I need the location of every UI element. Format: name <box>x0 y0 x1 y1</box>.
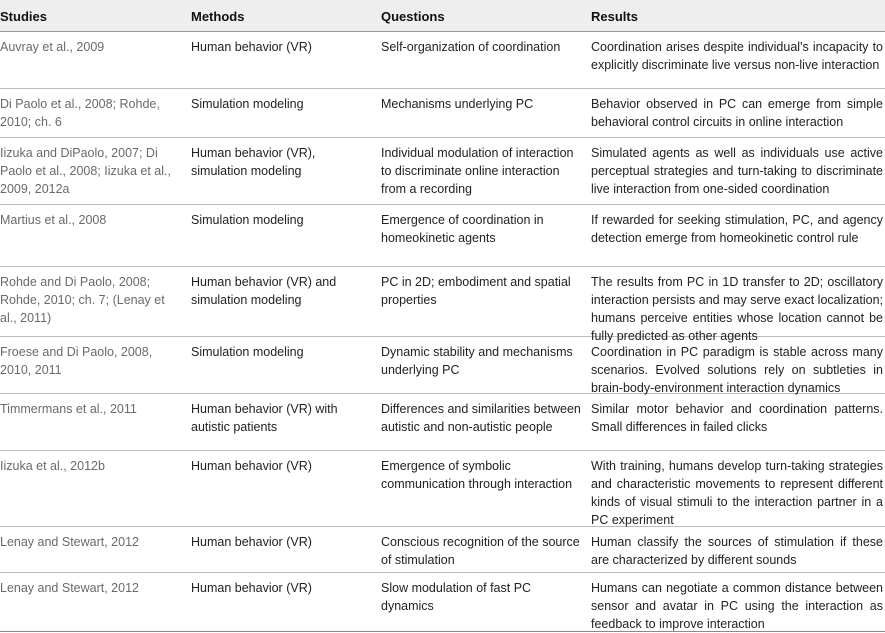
studies-cell: Rohde and Di Paolo, 2008; Rohde, 2010; ch. 7; (Lenay et al., 2011) <box>0 275 165 325</box>
table-row <box>0 267 885 343</box>
methods-cell: Human behavior (VR), simulation modeling <box>191 146 316 178</box>
studies-cell: Timmermans et al., 2011 <box>0 402 137 416</box>
studies-cell: Lenay and Stewart, 2012 <box>0 535 139 549</box>
table-header <box>0 0 885 32</box>
studies-cell: Martius et al., 2008 <box>0 213 107 227</box>
table-row <box>0 451 885 527</box>
results-cell: With training, humans develop turn-taking strategies and characteristic movements to represent different kinds of visual stimuli to the interaction partner in a PC experiment <box>591 459 883 527</box>
table-row <box>0 573 885 632</box>
results-cell: The results from PC in 1D transfer to 2D; oscillatory interaction persists and may serve exact localization; humans perceive entities whose location cannot be fully predicted as other agents <box>591 275 883 343</box>
studies-cell: Lenay and Stewart, 2012 <box>0 581 139 595</box>
methods-cell: Human behavior (VR) <box>191 535 312 549</box>
methods-cell: Simulation modeling <box>191 345 304 359</box>
table-row <box>0 138 885 205</box>
methods-cell: Simulation modeling <box>191 97 304 111</box>
methods-cell: Simulation modeling <box>191 213 304 227</box>
questions-cell: Differences and similarities between autistic and non-autistic people <box>381 402 581 434</box>
header-studies: Studies <box>0 9 47 24</box>
results-cell: Simulated agents as well as individuals use active perceptual strategies and turn-taking to discriminate live interaction from one-sided coordination <box>591 146 883 196</box>
results-cell: Human classify the sources of stimulation if these are characterized by different sounds <box>591 535 883 567</box>
results-cell: Behavior observed in PC can emerge from simple behavioral control circuits in online interaction <box>591 97 883 129</box>
questions-cell: Mechanisms underlying PC <box>381 97 534 111</box>
studies-cell: Iizuka et al., 2012b <box>0 459 105 473</box>
header-questions: Questions <box>381 9 445 24</box>
table-row <box>0 394 885 451</box>
questions-cell: Slow modulation of fast PC dynamics <box>381 581 532 613</box>
header-results: Results <box>591 9 638 24</box>
methods-cell: Human behavior (VR) <box>191 581 312 595</box>
questions-cell: Emergence of symbolic communication through interaction <box>381 459 573 491</box>
results-cell: Coordination in PC paradigm is stable across many scenarios. Evolved solutions rely on subtleties in brain-body-environment interaction dynamics <box>591 345 883 395</box>
methods-cell: Human behavior (VR) <box>191 40 312 54</box>
questions-cell: Individual modulation of interaction to discriminate online interaction from a recording <box>381 146 574 196</box>
studies-cell: Froese and Di Paolo, 2008, 2010, 2011 <box>0 345 153 377</box>
studies-cell: Iizuka and DiPaolo, 2007; Di Paolo et al., 2008; Iizuka et al., 2009, 2012a <box>0 146 171 196</box>
results-cell: If rewarded for seeking stimulation, PC, and agency detection emerge from homeokinetic control rule <box>591 213 883 245</box>
questions-cell: Self-organization of coordination <box>381 40 561 54</box>
table-row <box>0 205 885 267</box>
studies-cell: Di Paolo et al., 2008; Rohde, 2010; ch. 6 <box>0 97 160 129</box>
questions-cell: Dynamic stability and mechanisms underlying PC <box>381 345 573 377</box>
table-row <box>0 527 885 573</box>
results-cell: Humans can negotiate a common distance between sensor and avatar in PC using the interaction as feedback to improve interaction <box>591 581 883 631</box>
questions-cell: PC in 2D; embodiment and spatial properties <box>381 275 571 307</box>
methods-cell: Human behavior (VR) and simulation modeling <box>191 275 337 307</box>
table-row <box>0 337 885 394</box>
table-row <box>0 32 885 89</box>
header-methods: Methods <box>191 9 245 24</box>
table-row <box>0 89 885 138</box>
methods-cell: Human behavior (VR) with autistic patients <box>191 402 338 434</box>
questions-cell: Conscious recognition of the source of stimulation <box>381 535 580 567</box>
results-cell: Similar motor behavior and coordination patterns. Small differences in failed clicks <box>591 402 883 434</box>
questions-cell: Emergence of coordination in homeokinetic agents <box>381 213 544 245</box>
methods-cell: Human behavior (VR) <box>191 459 312 473</box>
results-cell: Coordination arises despite individual's incapacity to explicitly discriminate live versus non-live interaction <box>591 40 883 72</box>
studies-cell: Auvray et al., 2009 <box>0 40 105 54</box>
